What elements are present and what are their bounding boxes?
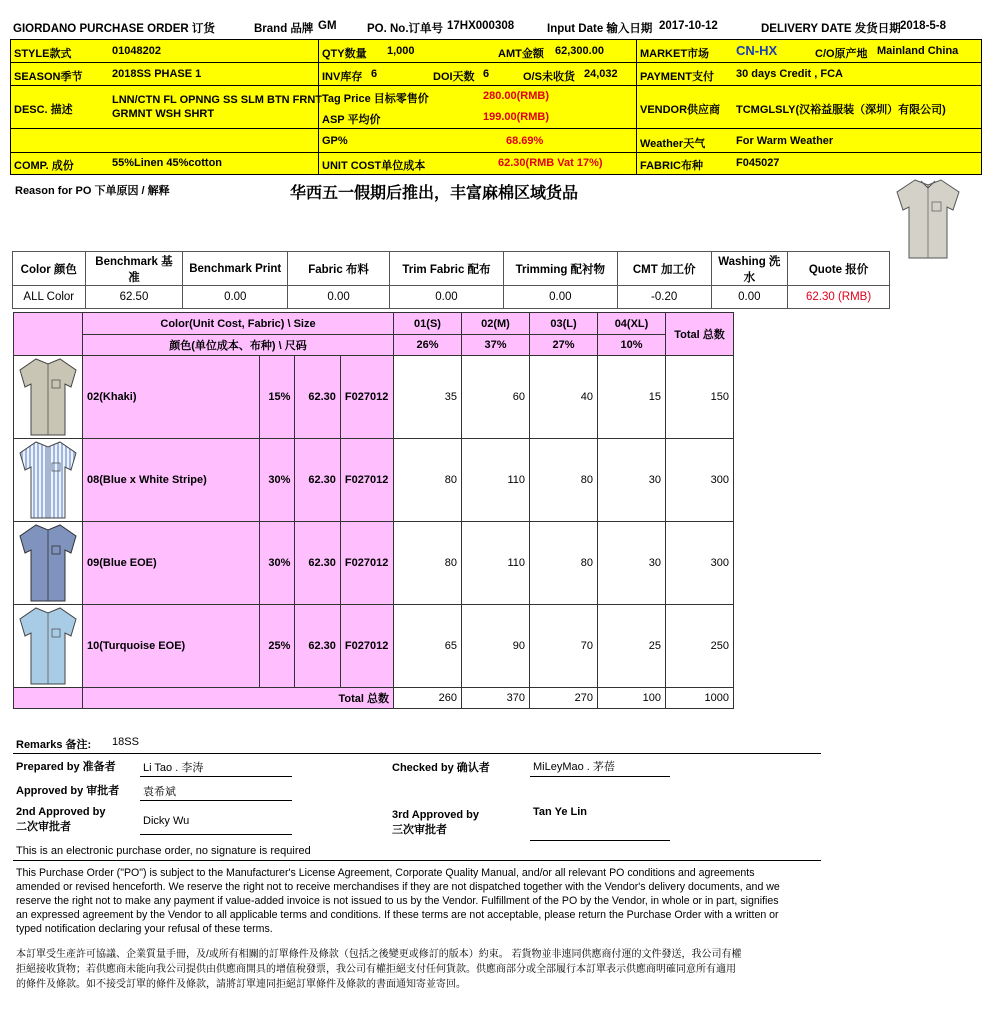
approved-name: 袁希斌 <box>143 786 176 798</box>
gp-label: GP% <box>322 135 348 147</box>
bench-header-benchmark: Benchmark 基准 <box>85 252 183 286</box>
description-line2: GRMNT WSH SHRT <box>112 108 215 120</box>
row-fabric: F027012 <box>340 522 393 605</box>
checked-signature-line <box>530 776 670 777</box>
row-cost: 62.30 <box>295 605 341 688</box>
qty-m: 60 <box>462 356 530 439</box>
unit-cost-label: UNIT COST单位成本 <box>322 160 426 172</box>
bench-value-color: ALL Color <box>13 286 86 309</box>
style-label: STYLE款式 <box>14 48 72 60</box>
row-cost: 62.30 <box>295 356 341 439</box>
row-color: 09(Blue EOE) <box>83 522 260 605</box>
divider <box>13 860 821 861</box>
size-label-xl: 04(XL) <box>598 313 666 335</box>
qty-xl: 25 <box>598 605 666 688</box>
benchmark-table <box>12 251 890 309</box>
grand-total-row <box>14 688 734 709</box>
payment-value: 30 days Credit , FCA <box>736 68 843 80</box>
tag-price-label: Tag Price 目标零售价 <box>322 93 429 105</box>
market-value: CN-HX <box>736 43 778 58</box>
qty-xl: 30 <box>598 522 666 605</box>
row-cost: 62.30 <box>295 522 341 605</box>
bench-header-quote: Quote 报价 <box>788 252 890 286</box>
style-value: 01048202 <box>112 45 161 57</box>
description-label: DESC. 描述 <box>14 104 73 116</box>
unit-cost-value: 62.30(RMB Vat 17%) <box>498 157 603 169</box>
bench-value-fabric: 0.00 <box>288 286 390 309</box>
qty-l: 80 <box>530 439 598 522</box>
po-number-label: PO. No.订单号 <box>367 23 444 35</box>
row-fabric: F027012 <box>340 605 393 688</box>
image-header-cell <box>14 313 83 356</box>
row-pct: 25% <box>260 605 295 688</box>
terms-en-line: This Purchase Order ("PO") is subject to the Manufacturer's License Agreement, Corporate Quality Manual, and/or all relevant PO conditions and agreements <box>16 867 755 879</box>
qty-l: 40 <box>530 356 598 439</box>
doi-label: DOI天数 <box>433 71 475 83</box>
inventory-value: 6 <box>371 68 378 80</box>
reason-label: Reason for PO 下单原因 / 解释 <box>15 185 170 197</box>
size-pct-s: 26% <box>394 335 462 356</box>
second-approved-signature-line <box>140 834 292 835</box>
brand-value: GM <box>318 20 337 32</box>
grand-total-empty <box>14 688 83 709</box>
outstanding-value: 24,032 <box>584 68 618 80</box>
third-approved-label-cn: 三次审批者 <box>392 824 447 836</box>
terms-cn-line: 的條件及條款。如不接受訂單的條件及條款，請將訂單連同拒絕訂單條件及條款的書面通知寄並寄回。 <box>16 979 466 990</box>
product-shirt-image <box>893 176 963 262</box>
terms-chinese <box>16 947 816 992</box>
size-pct-l: 27% <box>530 335 598 356</box>
size-label-m: 02(M) <box>462 313 530 335</box>
fabric-value: F045027 <box>736 157 780 169</box>
qty-s: 35 <box>394 356 462 439</box>
electronic-note: This is an electronic purchase order, no signature is required <box>16 845 311 857</box>
tag-price-value: 280.00(RMB) <box>483 90 550 102</box>
qty-s: 80 <box>394 439 462 522</box>
approved-signature-line <box>140 800 292 801</box>
order-info-grid <box>10 39 982 175</box>
size-pct-m: 37% <box>462 335 530 356</box>
asp-value: 199.00(RMB) <box>483 111 550 123</box>
third-approved-signature-line <box>530 840 670 841</box>
row-fabric: F027012 <box>340 356 393 439</box>
description-line1: LNN/CTN FL OPNNG SS SLM BTN FRNT <box>112 94 323 106</box>
qty-m: 110 <box>462 439 530 522</box>
grand-total-m: 370 <box>462 688 530 709</box>
second-approved-label-cn: 二次审批者 <box>16 821 71 833</box>
qty-l: 70 <box>530 605 598 688</box>
qty-s: 80 <box>394 522 462 605</box>
grand-total-s: 260 <box>394 688 462 709</box>
bench-header-cmt: CMT 加工价 <box>617 252 711 286</box>
gp-value: 68.69% <box>506 135 544 147</box>
second-approved-label-en: 2nd Approved by <box>16 806 106 818</box>
vendor-label: VENDOR供应商 <box>640 104 721 116</box>
bench-header-trim-fabric: Trim Fabric 配布 <box>389 252 503 286</box>
row-cost: 62.30 <box>295 439 341 522</box>
outstanding-label: O/S未收货 <box>523 71 575 83</box>
season-label: SEASON季节 <box>14 71 83 83</box>
origin-label: C/O原产地 <box>815 48 868 60</box>
shirt-thumbnail <box>14 605 83 688</box>
row-total: 300 <box>666 522 734 605</box>
qty-xl: 30 <box>598 439 666 522</box>
bench-value-benchmark: 62.50 <box>85 286 183 309</box>
composition-value: 55%Linen 45%cotton <box>112 157 223 169</box>
terms-en-line: reserve the right not to make any payment if value-added invoice is not issued to us by the Vendor. Fulfillment of the PO by the Vendor, in whole or in part, signifies <box>16 895 779 907</box>
row-total: 300 <box>666 439 734 522</box>
row-color: 08(Blue x White Stripe) <box>83 439 260 522</box>
brand-label: Brand 品牌 <box>254 23 314 35</box>
bench-header-washing: Washing 洗水 <box>711 252 788 286</box>
qty-value: 1,000 <box>387 45 415 57</box>
market-label: MARKET市场 <box>640 48 710 60</box>
bench-value-benchmark-print: 0.00 <box>183 286 288 309</box>
checked-name: MiLeyMao . 茅蓓 <box>533 761 615 773</box>
row-fabric: F027012 <box>340 439 393 522</box>
po-title: GIORDANO PURCHASE ORDER 订货 <box>13 23 215 35</box>
amt-value: 62,300.00 <box>555 45 604 57</box>
terms-en-line: typed notification declaring your refusal of these terms. <box>16 923 273 935</box>
checked-label: Checked by 确认者 <box>392 762 490 774</box>
remarks-label: Remarks 备注: <box>16 739 92 751</box>
divider <box>13 753 821 754</box>
prepared-label: Prepared by 准备者 <box>16 761 116 773</box>
table-row <box>14 356 734 439</box>
row-color: 10(Turquoise EOE) <box>83 605 260 688</box>
prepared-signature-line <box>140 776 292 777</box>
bench-value-quote: 62.30 (RMB) <box>788 286 890 309</box>
size-breakdown-table <box>13 312 734 709</box>
row-pct: 30% <box>260 439 295 522</box>
qty-xl: 15 <box>598 356 666 439</box>
size-label-l: 03(L) <box>530 313 598 335</box>
grand-total-xl: 100 <box>598 688 666 709</box>
shirt-khaki-icon <box>17 356 79 438</box>
size-label-s: 01(S) <box>394 313 462 335</box>
bench-value-washing: 0.00 <box>711 286 788 309</box>
amt-label: AMT金额 <box>498 48 544 60</box>
delivery-date: 2018-5-8 <box>900 20 947 32</box>
bench-header-trimming: Trimming 配衬物 <box>503 252 617 286</box>
table-row <box>14 605 734 688</box>
asp-label: ASP 平均价 <box>322 114 381 126</box>
shirt-thumbnail <box>14 522 83 605</box>
row-total: 250 <box>666 605 734 688</box>
grand-total-label: Total 总数 <box>83 688 394 709</box>
bench-header-color: Color 颜色 <box>13 252 86 286</box>
delivery-date-label: DELIVERY DATE 发货日期 <box>761 23 901 35</box>
grand-total-l: 270 <box>530 688 598 709</box>
season-value: 2018SS PHASE 1 <box>112 68 202 80</box>
bench-value-trim-fabric: 0.00 <box>389 286 503 309</box>
weather-value: For Warm Weather <box>736 135 834 147</box>
vendor-value: TCMGLSLY(汉裕益服装（深圳）有限公司) <box>736 104 946 116</box>
terms-cn-line: 拒絕接收貨物；若供應商未能向我公司提供由供應商開具的增值稅發票，我公司有權拒絕支付任何貨款。供應商部分或全部履行本訂單表示供應商明確同意所有適用 <box>16 964 736 975</box>
size-header-en: Color(Unit Cost, Fabric) \ Size <box>83 313 394 335</box>
po-number: 17HX000308 <box>447 20 515 32</box>
shirt-thumbnail <box>14 439 83 522</box>
composition-label: COMP. 成份 <box>14 160 74 172</box>
row-pct: 15% <box>260 356 295 439</box>
terms-en-line: an expressed agreement by the Vendor to all applicable terms and conditions. If these terms are not acceptable, please return the Purchase Order with a written or <box>16 909 779 921</box>
bench-header-benchmark-print: Benchmark Print <box>183 252 288 286</box>
qty-label: QTY数量 <box>322 48 367 60</box>
doi-value: 6 <box>483 68 490 80</box>
qty-m: 110 <box>462 522 530 605</box>
row-color: 02(Khaki) <box>83 356 260 439</box>
inventory-label: INV库存 <box>322 71 363 83</box>
origin-value: Mainland China <box>877 45 959 57</box>
qty-l: 80 <box>530 522 598 605</box>
table-row <box>14 522 734 605</box>
shirt-thumbnail <box>14 356 83 439</box>
remarks-value: 18SS <box>112 736 139 748</box>
shirt-blue-icon <box>17 522 79 604</box>
input-date-label: Input Date 输入日期 <box>547 23 653 35</box>
third-approved-name: Tan Ye Lin <box>533 806 587 818</box>
reason-text: 华西五一假期后推出，丰富麻棉区域货品 <box>290 185 579 202</box>
bench-value-trimming: 0.00 <box>503 286 617 309</box>
third-approved-label-en: 3rd Approved by <box>392 809 479 821</box>
qty-s: 65 <box>394 605 462 688</box>
payment-label: PAYMENT支付 <box>640 71 714 83</box>
approved-label: Approved by 审批者 <box>16 785 120 797</box>
prepared-name: Li Tao . 李涛 <box>143 762 204 774</box>
shirt-stripe-icon <box>17 439 79 521</box>
shirt-turquoise-icon <box>17 605 79 687</box>
row-pct: 30% <box>260 522 295 605</box>
terms-en-line: amended or revised henceforth. We reserve the right not to receive merchandises if they are not dispatched together with the Vendor's delivery documents, and we <box>16 881 780 893</box>
grand-total-all: 1000 <box>666 688 734 709</box>
bench-value-cmt: -0.20 <box>617 286 711 309</box>
size-header-cn: 颜色(单位成本、布种) \ 尺码 <box>83 335 394 356</box>
total-header: Total 总数 <box>666 313 734 356</box>
weather-label: Weather天气 <box>640 138 706 150</box>
terms-english <box>16 866 816 936</box>
table-row <box>14 439 734 522</box>
size-pct-xl: 10% <box>598 335 666 356</box>
second-approved-name: Dicky Wu <box>143 815 190 827</box>
fabric-label: FABRIC布种 <box>640 160 703 172</box>
input-date: 2017-10-12 <box>659 20 718 32</box>
row-total: 150 <box>666 356 734 439</box>
terms-cn-line: 本訂單受生產許可協議、企業質量手冊，及/或所有相關的訂單條件及條款（包括之後變更或修訂的版本）約束。 若貨物並非連同供應商付運的文件發送，我公司有權 <box>16 949 742 960</box>
bench-header-fabric: Fabric 布料 <box>288 252 390 286</box>
qty-m: 90 <box>462 605 530 688</box>
